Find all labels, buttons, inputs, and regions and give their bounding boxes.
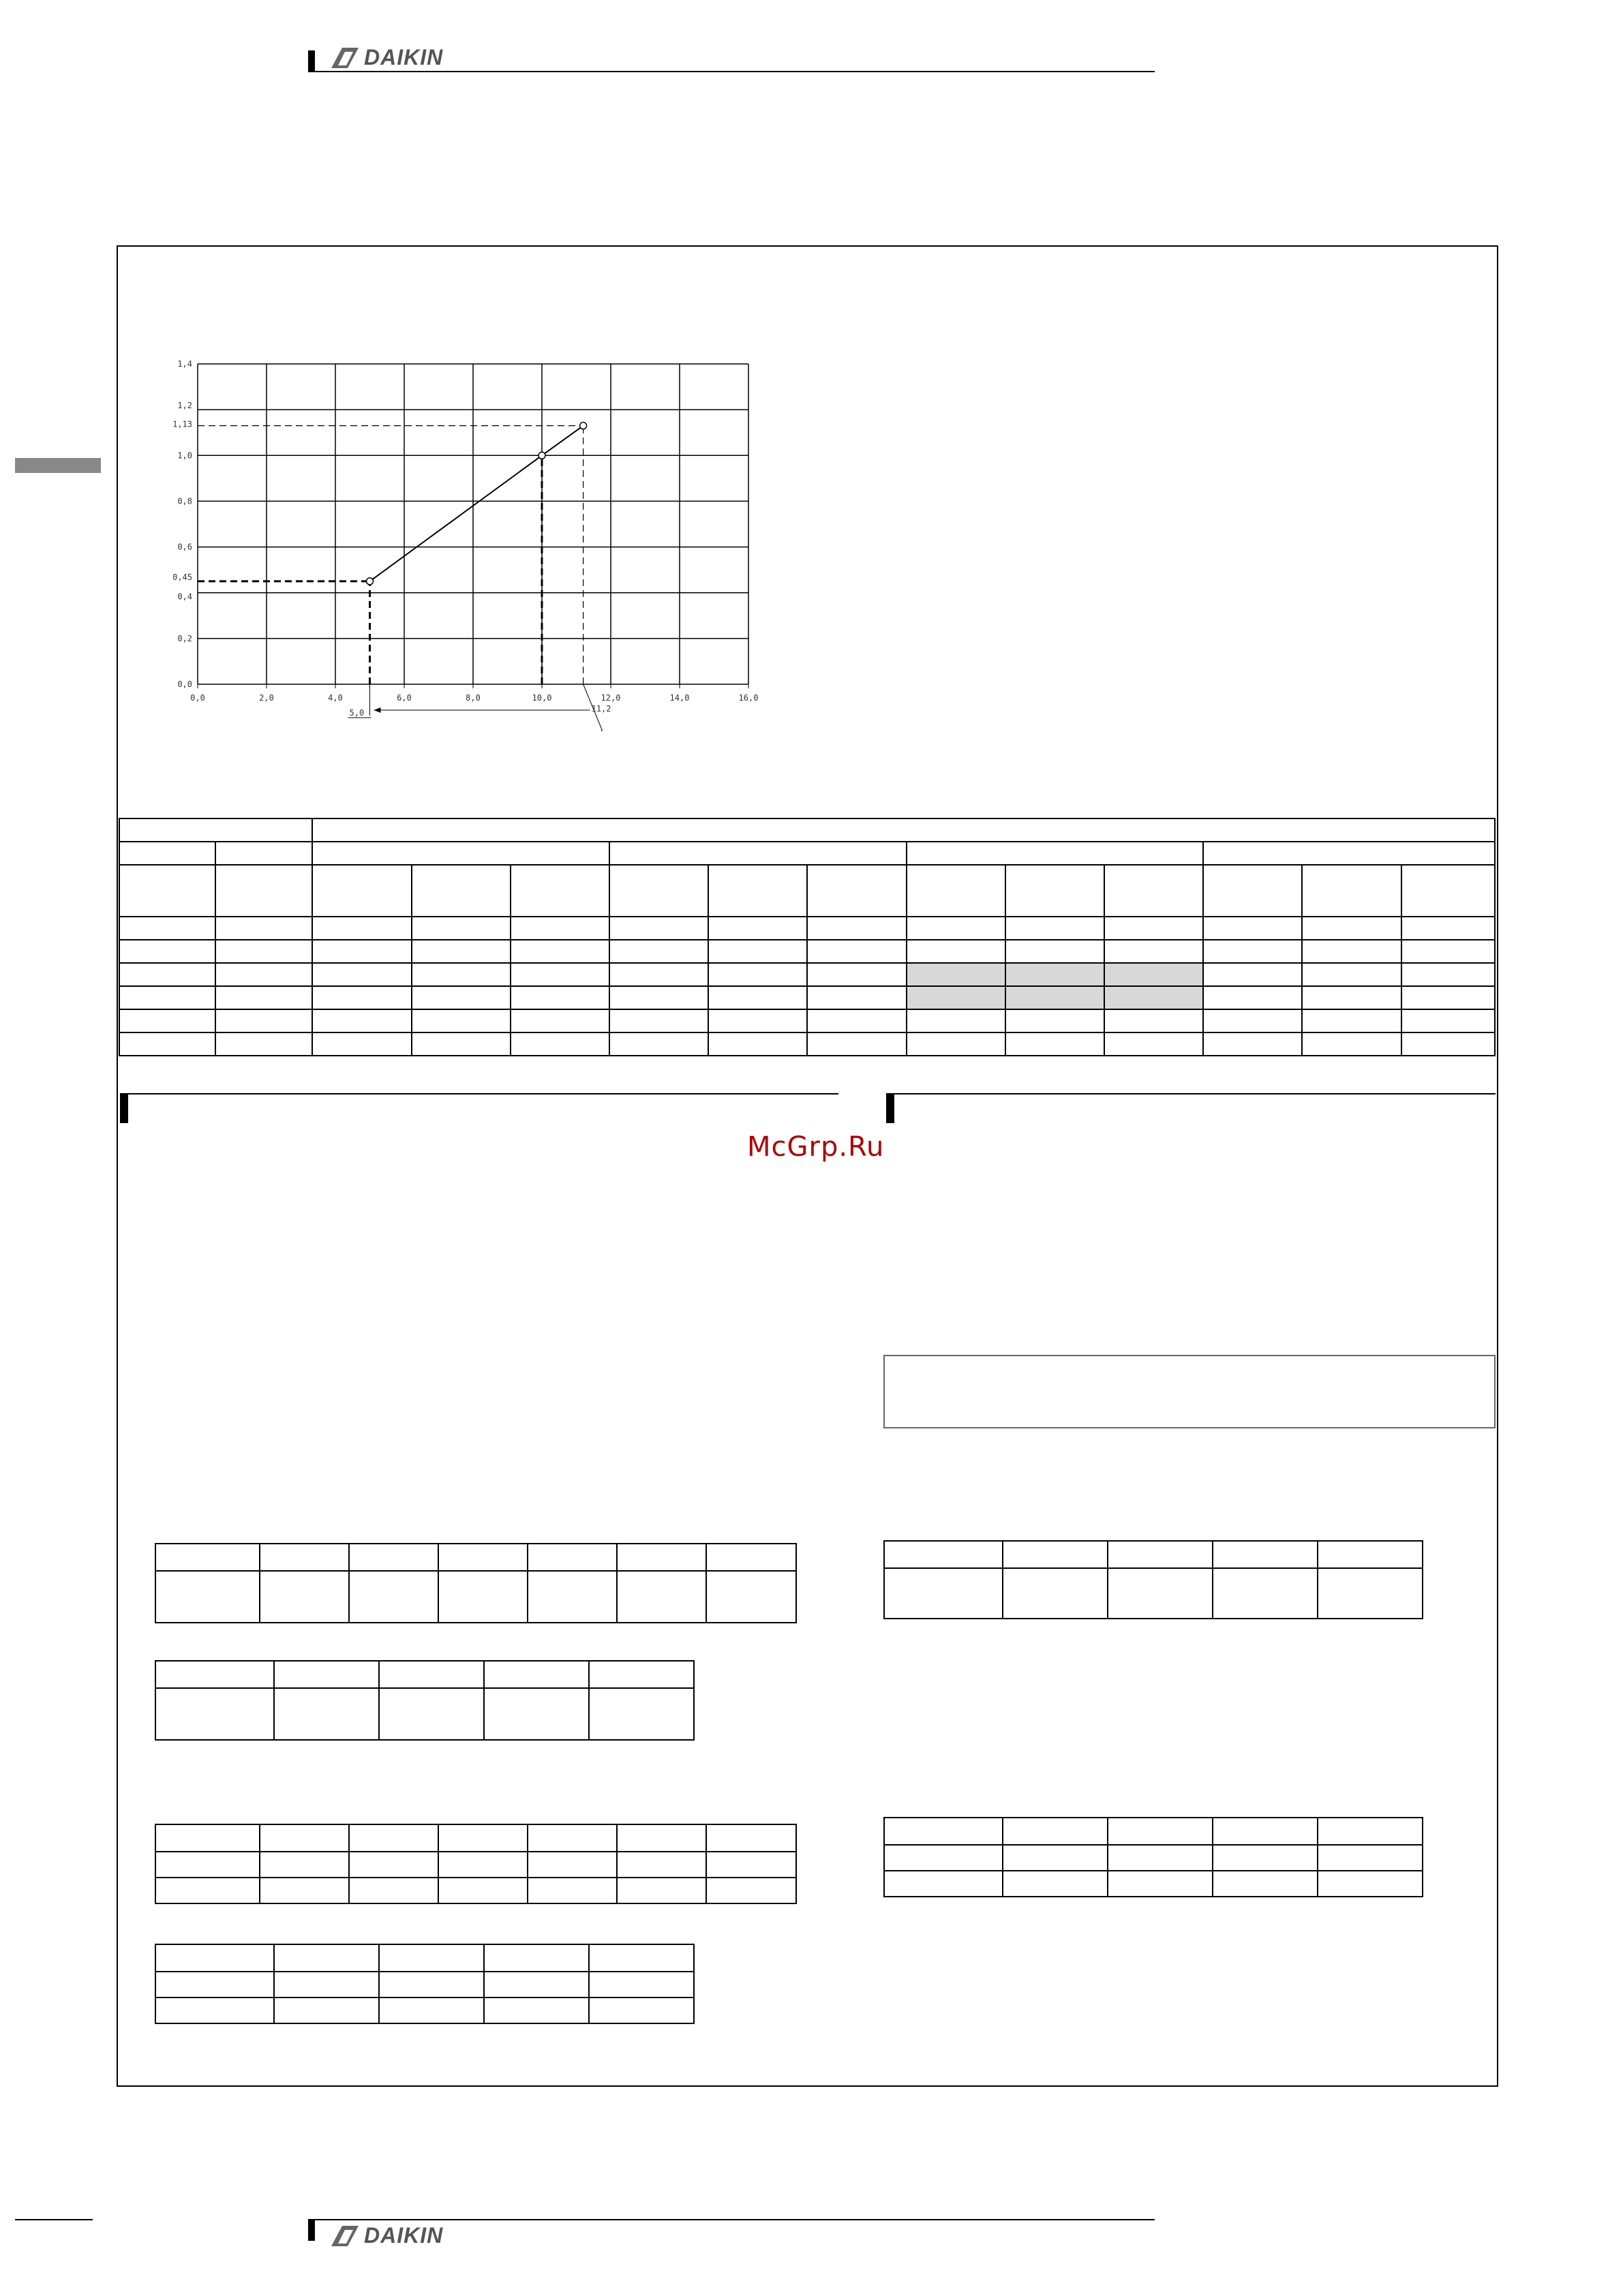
daikin-mark-icon <box>330 2224 360 2248</box>
header-rule <box>308 71 1155 72</box>
x-tick-label: 10,0 <box>532 693 552 703</box>
section-rule-right <box>886 1093 1496 1095</box>
y-tick-label: 0,0 <box>177 679 192 689</box>
section-marker-right <box>886 1093 894 1123</box>
watermark: McGrp.Ru <box>747 1131 885 1163</box>
x-tick-label: 14,0 <box>669 693 690 703</box>
table-row <box>155 1688 694 1740</box>
table-row <box>884 1541 1423 1568</box>
footer-logo <box>330 2223 443 2248</box>
small-table-6 <box>883 1817 1423 1897</box>
table-row <box>155 1878 796 1903</box>
annotation-label: 5,0 <box>349 708 365 718</box>
y-tick-label: 1,4 <box>177 359 192 369</box>
x-tick-label: 12,0 <box>601 693 621 703</box>
table-row <box>119 842 1495 865</box>
header-brand: DAIKIN <box>364 45 444 70</box>
data-point <box>580 423 587 429</box>
series-line <box>370 426 583 581</box>
x-tick-label: 16,0 <box>738 693 759 703</box>
table-row <box>119 963 1495 986</box>
small-table-5 <box>883 1540 1423 1619</box>
y-tick-label: 1,2 <box>177 401 192 411</box>
table-row <box>884 1845 1423 1871</box>
header-logo <box>330 45 443 70</box>
data-table-main <box>119 818 1496 1056</box>
y-tick-label: 0,6 <box>177 542 192 552</box>
table-row <box>119 865 1495 917</box>
annotation-label: 11,2 <box>591 704 611 714</box>
small-table-3 <box>155 1824 797 1904</box>
table-row <box>884 1818 1423 1845</box>
table-row <box>155 1852 796 1878</box>
note-box <box>883 1355 1496 1428</box>
dimension-arrow <box>374 707 381 713</box>
table-row <box>155 1972 694 1997</box>
table-row <box>119 917 1495 940</box>
footer-brand: DAIKIN <box>364 2223 444 2248</box>
table-row <box>155 1824 796 1852</box>
daikin-mark-icon <box>330 46 360 70</box>
data-point <box>539 452 545 459</box>
y-tick-label: 1,0 <box>177 450 192 461</box>
y-tick-label: 0,4 <box>177 592 192 602</box>
x-tick-label: 2,0 <box>259 693 274 703</box>
section-marker-left <box>120 1093 128 1123</box>
x-tick-label: 8,0 <box>466 693 481 703</box>
footer-bar-marker <box>308 2219 315 2241</box>
y-tick-label: 1,13 <box>172 419 192 429</box>
y-tick-label: 0,2 <box>177 633 192 643</box>
small-table-1 <box>155 1543 797 1623</box>
table-row <box>119 818 1495 842</box>
table-row <box>884 1871 1423 1897</box>
small-table-2 <box>155 1660 695 1741</box>
x-tick-label: 0,0 <box>190 693 205 703</box>
table-row <box>155 1661 694 1688</box>
y-tick-label: 0,8 <box>177 496 192 506</box>
x-tick-label: 6,0 <box>397 693 412 703</box>
section-rule-left <box>120 1093 838 1095</box>
x-tick-label: 4,0 <box>328 693 343 703</box>
data-point <box>367 578 374 585</box>
table-row <box>119 940 1495 963</box>
table-row <box>155 1997 694 2023</box>
table-row <box>119 1032 1495 1056</box>
table-row <box>119 986 1495 1009</box>
table-row <box>119 1009 1495 1032</box>
side-section-tab <box>15 458 101 473</box>
table-row <box>884 1568 1423 1619</box>
chart <box>164 354 777 736</box>
footer-left-rule <box>15 2219 93 2220</box>
table-row <box>155 1944 694 1972</box>
small-table-4 <box>155 1944 695 2024</box>
table-row <box>155 1544 796 1571</box>
y-tick-label: 0,45 <box>172 572 192 582</box>
table-row <box>155 1571 796 1623</box>
header-bar-marker <box>308 50 315 72</box>
footer-rule <box>308 2219 1155 2220</box>
